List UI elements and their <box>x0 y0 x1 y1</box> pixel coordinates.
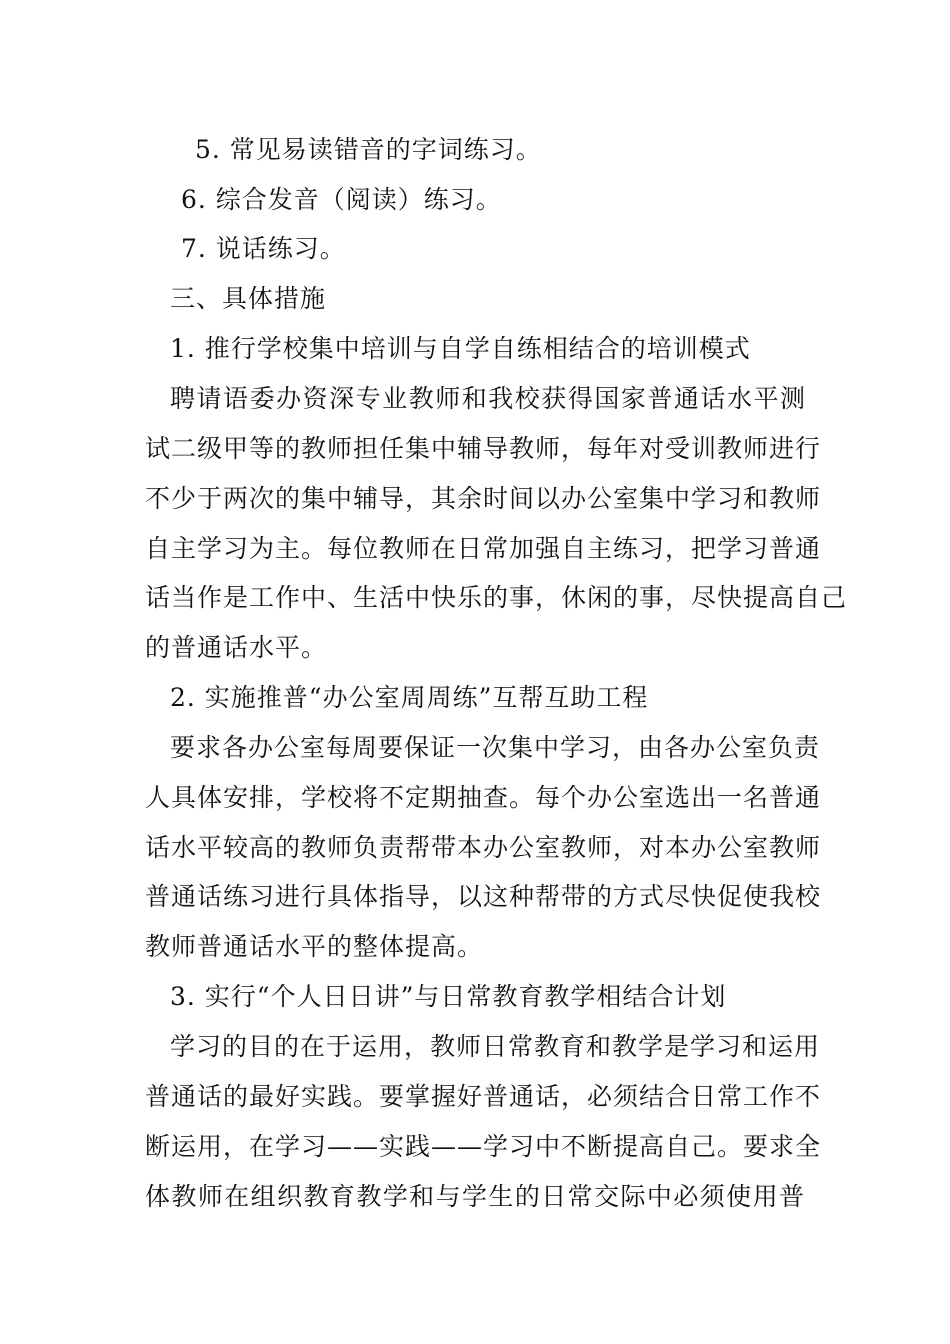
subsection-heading-1: 1. 推行学校集中培训与自学自练相结合的培训模式 <box>170 334 751 363</box>
section-heading-3: 三、具体措施 <box>170 284 327 313</box>
paragraph-line: 自主学习为主。每位教师在日常加强自主练习，把学习普通 <box>145 534 822 563</box>
paragraph-line: 试二级甲等的教师担任集中辅导教师，每年对受训教师进行 <box>145 434 822 463</box>
paragraph-line: 人具体安排，学校将不定期抽查。每个办公室选出一名普通 <box>145 783 822 812</box>
list-item-7: 7. 说话练习。 <box>181 234 346 263</box>
paragraph-line: 聘请语委办资深专业教师和我校获得国家普通话水平测 <box>170 384 806 413</box>
paragraph-line: 学习的目的在于运用，教师日常教育和教学是学习和运用 <box>170 1032 821 1061</box>
subsection-heading-3: 3. 实行“个人日日讲”与日常教育教学相结合计划 <box>170 982 727 1011</box>
paragraph-line: 普通话练习进行具体指导，以这种帮带的方式尽快促使我校 <box>145 882 822 911</box>
paragraph-line: 要求各办公室每周要保证一次集中学习，由各办公室负责 <box>170 733 821 762</box>
paragraph-line: 话当作是工作中、生活中快乐的事，休闲的事，尽快提高自己 <box>145 583 848 612</box>
paragraph-line: 体教师在组织教育教学和与学生的日常交际中必须使用普 <box>145 1182 805 1211</box>
paragraph-line: 不少于两次的集中辅导，其余时间以办公室集中学习和教师 <box>145 484 822 513</box>
subsection-heading-2: 2. 实施推普“办公室周周练”互帮互助工程 <box>170 683 649 712</box>
paragraph-line: 的普通话水平。 <box>145 633 328 662</box>
list-item-6: 6. 综合发音（阅读）练习。 <box>181 185 502 214</box>
paragraph-line: 普通话的最好实践。要掌握好普通话，必须结合日常工作不 <box>145 1082 822 1111</box>
list-item-5: 5. 常见易读错音的字词练习。 <box>195 135 542 164</box>
paragraph-line: 教师普通话水平的整体提高。 <box>145 932 484 961</box>
paragraph-line: 断运用，在学习——实践——学习中不断提高自己。要求全 <box>145 1132 822 1161</box>
paragraph-line: 话水平较高的教师负责帮带本办公室教师，对本办公室教师 <box>145 833 822 862</box>
